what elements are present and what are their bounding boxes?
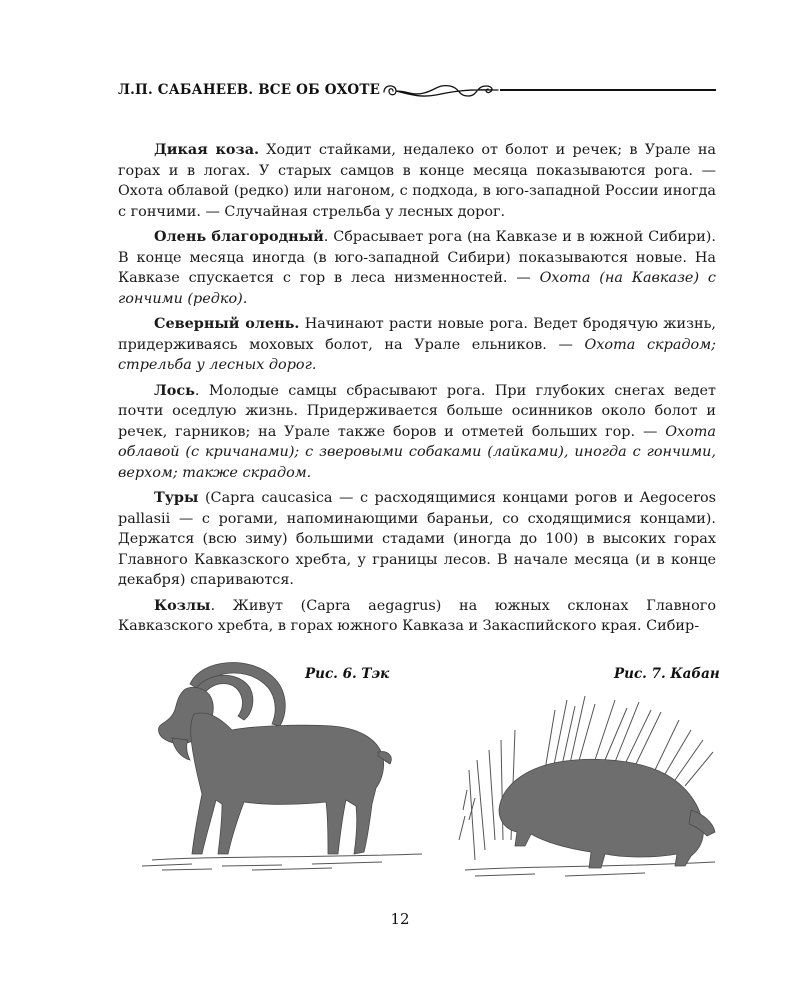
paragraph-text: Начинают расти новые рога. Ведет бродячую жизнь, придерживаясь моховых болот, на Урале ельников. — xyxy=(118,316,716,353)
paragraph-tur xyxy=(118,488,716,591)
term: Козлы xyxy=(154,596,211,614)
term: Северный олень. xyxy=(154,315,300,332)
paragraph-wild-goat xyxy=(118,140,716,222)
paragraph-elk xyxy=(118,381,716,484)
article-body xyxy=(118,140,716,642)
paragraph-text: . Живут (Capra aegagrus) на южных склонах Главного Кавказского хребта, в горах южного Кавказа и Закаспийского края. Сибир- xyxy=(118,597,716,634)
term: Лось xyxy=(154,381,195,399)
paragraph-italic: Охота скрадом; стрельба у лесных дорог. xyxy=(118,336,716,373)
paragraph-text: . Сбрасывает рога (на Кавказе и в южной Сибири). В конце месяца иногда (в юго-западной Сибири) показываются новые. На Кавказе спускается с гор в леса низменностей. — xyxy=(118,229,716,286)
paragraph-text: (Capra caucasica — с расходящимися концами рогов и Aegoceros pallasii — с рогами, напоминающими бараньи, со сходящимися концами). Держатся (всю зиму) большими стадами (иногда до 100) в высоких горах Главного Кавказского хребта, у границы лесов. В начале месяца (и в конце декабря) спариваются. xyxy=(118,490,716,588)
term: Дикая коза. xyxy=(154,141,260,158)
figure-6-caption: Рис. 6. Тэк xyxy=(305,666,390,682)
paragraph-italic: Охота облавой (с кричанами); с зверовыми собаками (лайками), иногда с гончими, верхом; также скрадом. xyxy=(118,423,716,481)
page-number: 12 xyxy=(390,910,410,928)
paragraph-text: Ходит стайками, недалеко от болот и речек; в Урале на горах и в логах. У старых самцов в конце месяца показываются рога. — Охота облавой (редко) или нагоном, с подхода, в юго-западной России иногда с гончими. — Случайная стрельба у лесных дорог. xyxy=(118,142,716,220)
ibex-illustration xyxy=(132,654,432,874)
term: Олень благородный xyxy=(154,228,324,245)
paragraph-reindeer xyxy=(118,314,716,376)
paragraph-goats xyxy=(118,596,716,637)
flourish-ornament-icon xyxy=(380,80,500,102)
term: Туры xyxy=(154,489,199,506)
boar-illustration xyxy=(455,690,720,880)
paragraph-text: . Молодые самцы сбрасывают рога. При глубоких снегах ведет почти оседлую жизнь. Придерживается больше осинников около болот и речек, гарников; на Урале также боров и отметей больших гор. — xyxy=(118,382,716,440)
paragraph-red-deer xyxy=(118,227,716,309)
header-rule xyxy=(500,89,716,91)
figure-7-caption: Рис. 7. Кабан xyxy=(614,666,720,682)
paragraph-italic: Охота (на Кавказе) с гончими (редко). xyxy=(118,270,716,307)
header-title: Л.П. САБАНЕЕВ. ВСЕ ОБ ОХОТЕ xyxy=(118,82,381,98)
running-header xyxy=(118,78,716,104)
